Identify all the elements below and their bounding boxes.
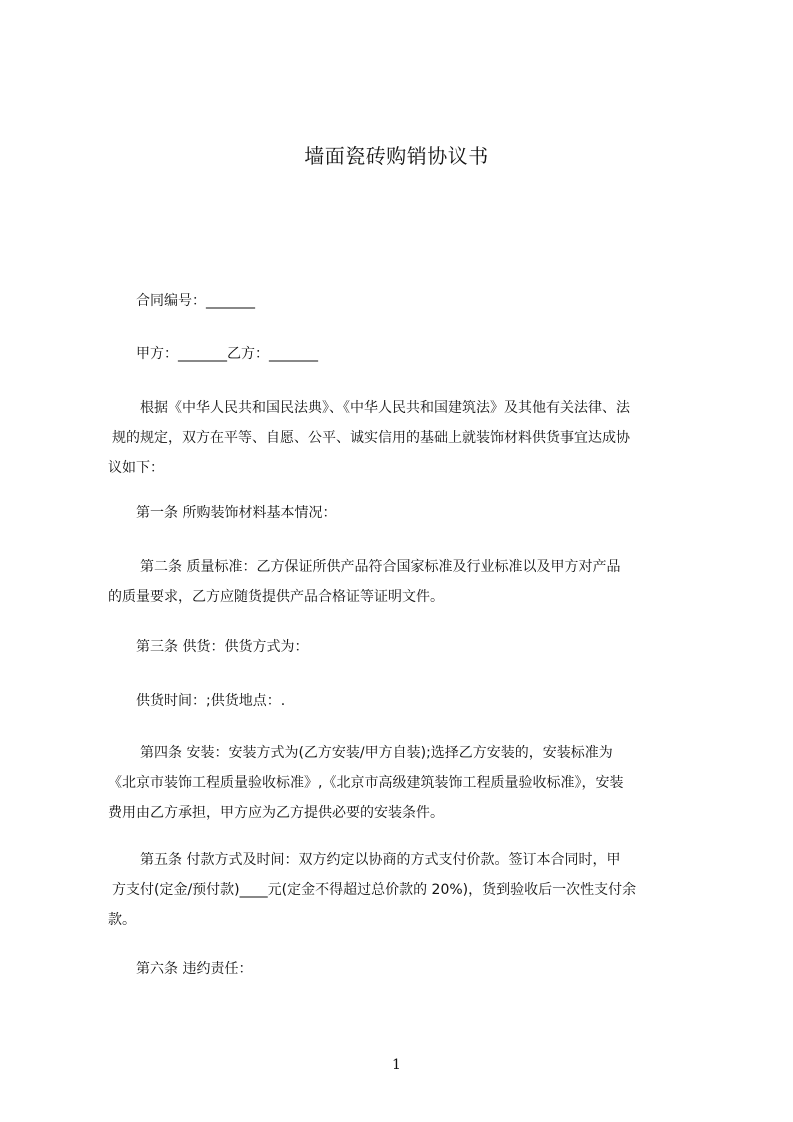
preamble-line-1: 根据《中华人民共和国民法典》、《中华人民共和国建筑法》及其他有关法律、法 — [140, 400, 630, 416]
article-2-line-2: 的质量要求，乙方应随货提供产品合格证等证明文件。 — [108, 589, 444, 605]
article-5-line-3: 款。 — [108, 912, 136, 928]
page-number: 1 — [392, 1057, 401, 1073]
article-5-paragraph — [108, 845, 708, 935]
contract-number-line: 合同编号：_______ — [136, 293, 255, 309]
preamble-line-2: 规的规定，双方在平等、自愿、公平、诚实信用的基础上就装饰材料供货事宜达成协 — [112, 430, 630, 446]
preamble-paragraph — [108, 393, 708, 483]
article-6-heading: 第六条 违约责任： — [136, 961, 253, 977]
article-4-line-3: 费用由乙方承担，甲方应为乙方提供必要的安装条件。 — [108, 805, 444, 821]
document-title: 墙面瓷砖购销协议书 — [304, 144, 489, 168]
article-5-line-1: 第五条 付款方式及时间：双方约定以协商的方式支付价款。签订本合同时，甲 — [140, 852, 621, 868]
article-4-line-1: 第四条 安装：安装方式为(乙方安装/甲方自装);选择乙方安装的，安装标准为 — [140, 745, 613, 761]
article-1-heading: 第一条 所购装饰材料基本情况： — [136, 505, 337, 521]
article-3-heading: 第三条 供货：供货方式为： — [136, 639, 309, 655]
article-5-line-2: 方支付(定金/预付款)____元(定金不得超过总价款的 20%)，货到验收后一次性支付余 — [112, 882, 637, 898]
supply-time-location-line: 供货时间：;供货地点：. — [136, 693, 286, 709]
article-2-line-1: 第二条 质量标准：乙方保证所供产品符合国家标准及行业标准以及甲方对产品 — [140, 559, 621, 575]
article-4-paragraph — [108, 738, 708, 828]
preamble-line-3: 议如下： — [108, 460, 164, 476]
article-2-paragraph — [108, 552, 708, 612]
parties-line: 甲方：_______乙方：_______ — [136, 346, 318, 362]
article-4-line-2: 《北京市装饰工程质量验收标准》,《北京市高级建筑装饰工程质量验收标准》，安装 — [108, 775, 624, 791]
